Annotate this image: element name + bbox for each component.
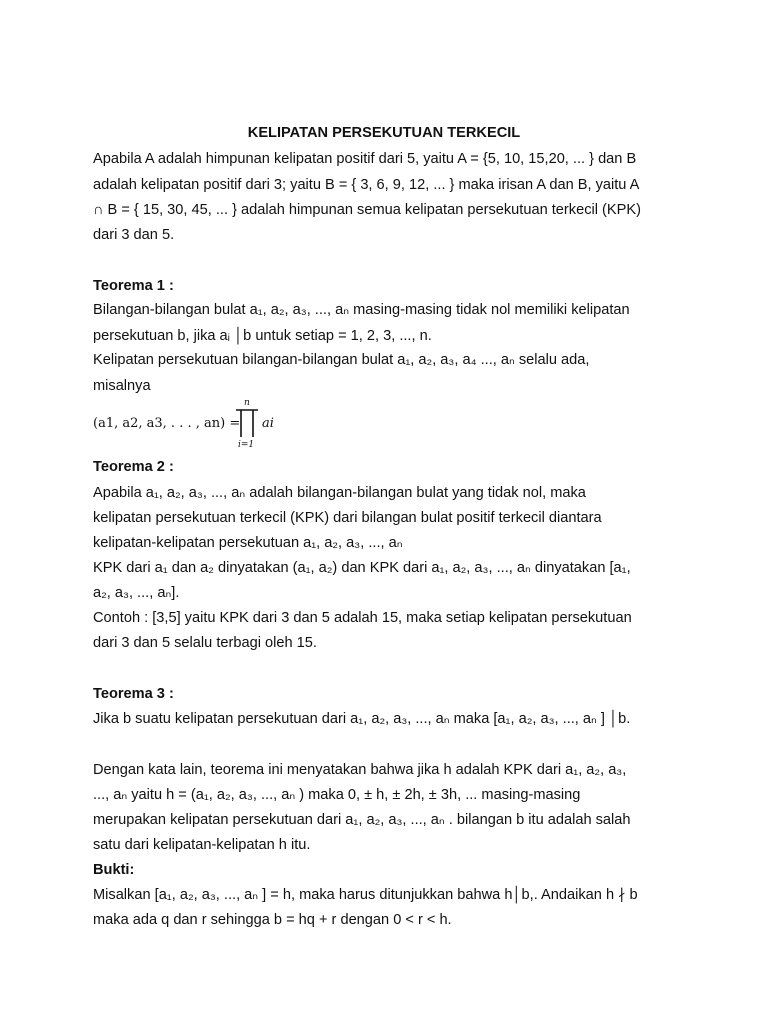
theorem-3-line-1: Jika b suatu kelipatan persekutuan dari a₁, a₂, a₃, ..., aₙ maka [a₁, a₂, a₃, ..., aₙ ] │b.	[93, 711, 631, 727]
explanation-line-3: merupakan kelipatan persekutuan dari a₁, a₂, a₃, ..., aₙ . bilangan b itu adalah salah	[93, 812, 631, 828]
theorem-2-example-line-2: dari 3 dan 5 selalu terbagi oleh 15.	[93, 635, 317, 651]
intro-line-1: Apabila A adalah himpunan kelipatan positif dari 5, yaitu A = {5, 10, 15,20, ... } dan B	[93, 151, 637, 167]
formula-upper-limit: n	[244, 398, 250, 408]
explanation-line-1: Dengan kata lain, teorema ini menyatakan bahwa jika h adalah KPK dari a₁, a₂, a₃,	[93, 762, 627, 778]
formula-lower-limit: i=1	[238, 440, 255, 450]
theorem-2-heading: Teorema 2 :	[93, 459, 174, 475]
page-title: KELIPATAN PERSEKUTUAN TERKECIL	[247, 125, 521, 141]
theorem-1-line-4: misalnya	[93, 378, 151, 394]
theorem-2-example-line-1: Contoh : [3,5] yaitu KPK dari 3 dan 5 adalah 15, maka setiap kelipatan persekutuan	[93, 610, 632, 626]
explanation-line-4: satu dari kelipatan-kelipatan h itu.	[93, 837, 311, 853]
theorem-1-line-2: persekutuan b, jika aᵢ │b untuk setiap = 1, 2, 3, ..., n.	[93, 328, 432, 344]
theorem-1-line-3: Kelipatan persekutuan bilangan-bilangan bulat a₁, a₂, a₃, a₄ ..., aₙ selalu ada,	[93, 352, 590, 368]
formula-rhs: ai	[262, 416, 274, 431]
theorem-3-heading: Teorema 3 :	[93, 686, 174, 702]
proof-line-1: Misalkan [a₁, a₂, a₃, ..., aₙ ] = h, maka harus ditunjukkan bahwa h│b,. Andaikan h ∤ b	[93, 887, 638, 903]
intro-line-2: adalah kelipatan positif dari 3; yaitu B = { 3, 6, 9, 12, ... } maka irisan A dan B, yaitu A	[93, 177, 640, 193]
explanation-line-2: ..., aₙ yaitu h = (a₁, a₂, a₃, ..., aₙ ) maka 0, ± h, ± 2h, ± 3h, ... masing-masing	[93, 787, 581, 803]
theorem-2-line-2: kelipatan persekutuan terkecil (KPK) dari bilangan bulat positif terkecil diantara	[93, 510, 602, 526]
proof-line-2: maka ada q dan r sehingga b = hq + r dengan 0 < r < h.	[93, 912, 452, 928]
theorem-2-line-3: kelipatan-kelipatan persekutuan a₁, a₂, a₃, ..., aₙ	[93, 535, 403, 551]
proof-heading: Bukti:	[93, 862, 135, 878]
product-symbol-icon	[235, 408, 259, 438]
theorem-1-heading: Teorema 1 :	[93, 278, 174, 294]
theorem-2-line-1: Apabila a₁, a₂, a₃, ..., aₙ adalah bilangan-bilangan bulat yang tidak nol, maka	[93, 485, 586, 501]
formula-lhs: (a1, a2, a3, . . . , an) =	[93, 416, 241, 431]
theorem-1-line-1: Bilangan-bilangan bulat a₁, a₂, a₃, ..., aₙ masing-masing tidak nol memiliki kelipatan	[93, 302, 630, 318]
intro-line-4: dari 3 dan 5.	[93, 227, 175, 243]
intro-line-3: ∩ B = { 15, 30, 45, ... } adalah himpunan semua kelipatan persekutuan terkecil (KPK)	[93, 202, 641, 218]
product-formula	[93, 398, 313, 454]
theorem-2-line-5: a₂, a₃, ..., aₙ].	[93, 585, 180, 601]
theorem-2-line-4: KPK dari a₁ dan a₂ dinyatakan (a₁, a₂) dan KPK dari a₁, a₂, a₃, ..., aₙ dinyatakan [a₁,	[93, 560, 631, 576]
